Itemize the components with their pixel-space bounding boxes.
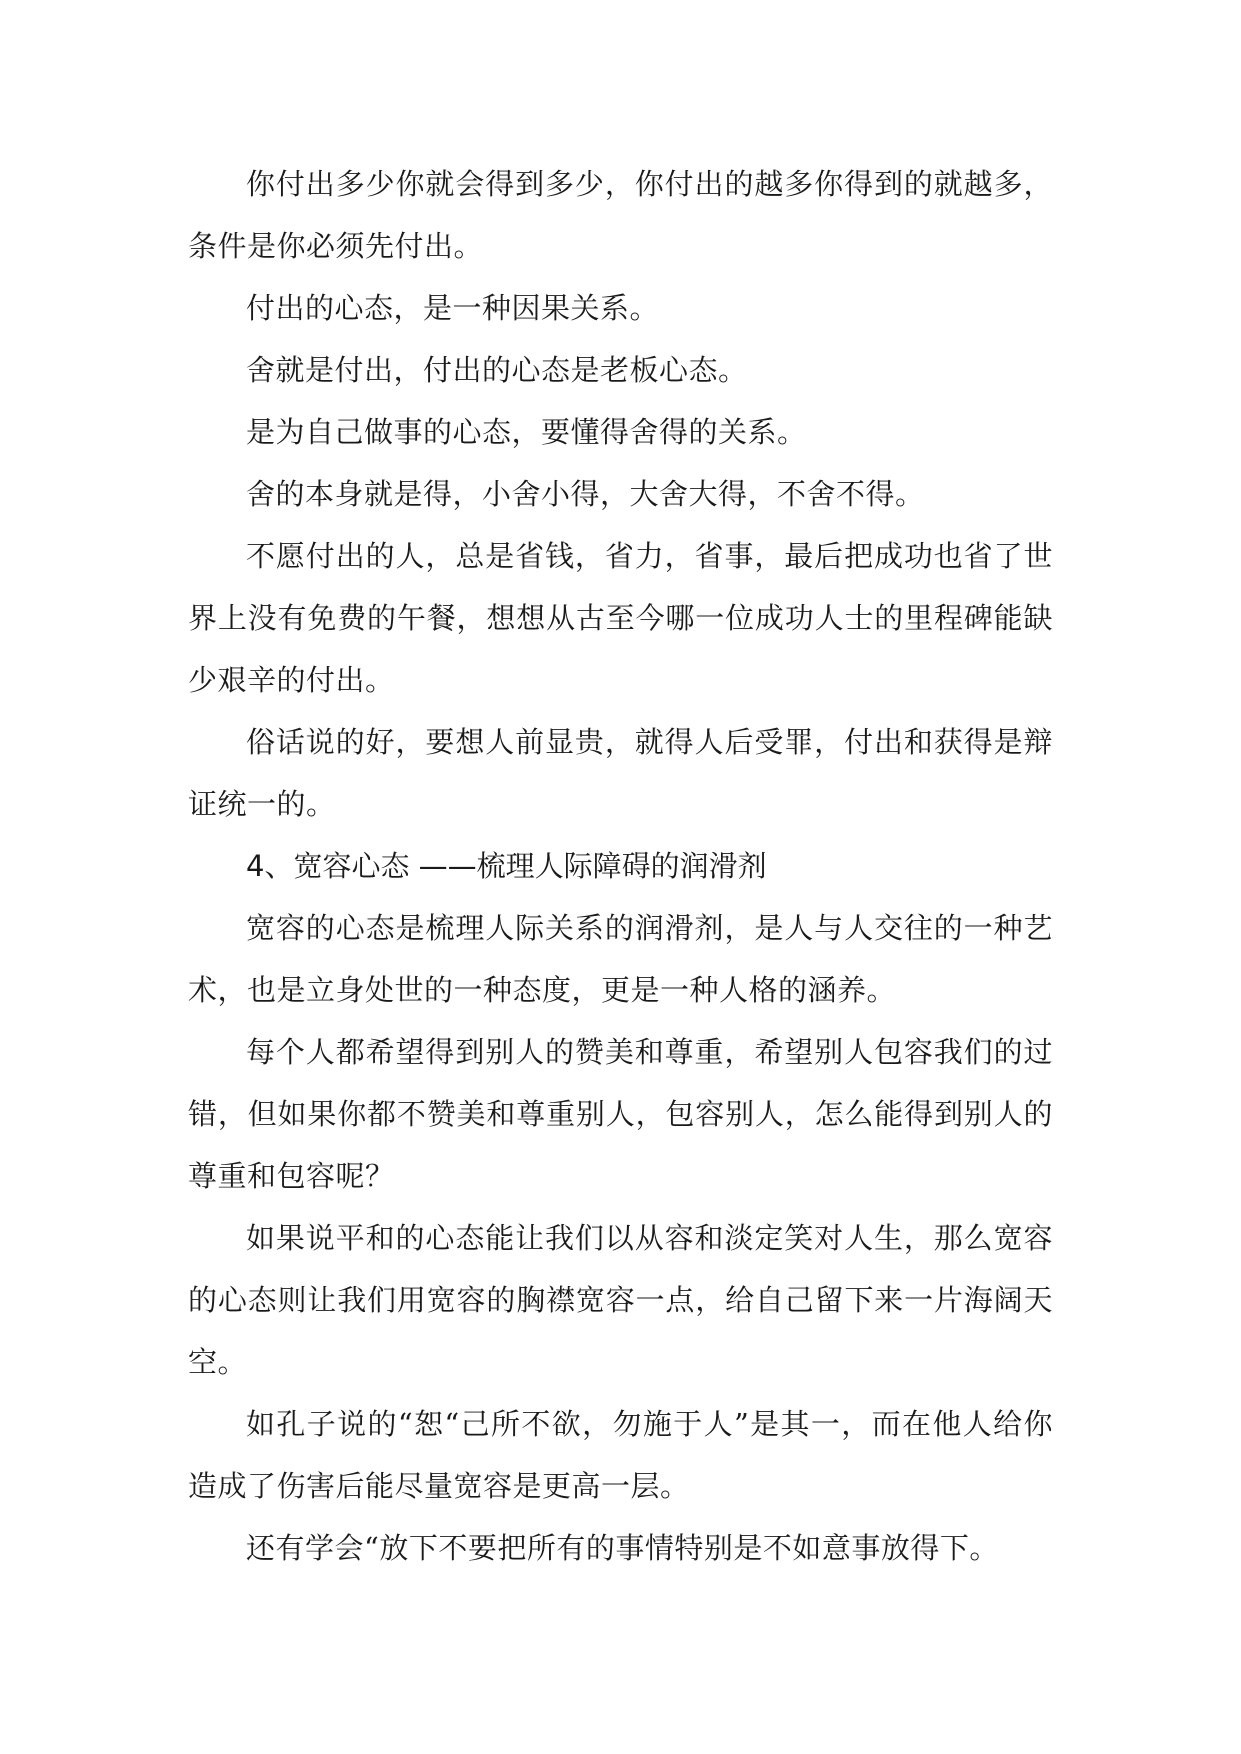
paragraph-giving-return: 你付出多少你就会得到多少，你付出的越多你得到的就越多，条件是你必须先付出。 <box>188 167 1053 263</box>
paragraph-give-and-gain: 舍的本身就是得，小舍小得，大舍大得，不舍不得。 <box>246 477 925 511</box>
paragraph-working-for-self: 是为自己做事的心态，要懂得舍得的关系。 <box>246 415 807 449</box>
document-body <box>188 153 1053 1579</box>
paragraph-unwilling-to-give: 不愿付出的人，总是省钱，省力，省事，最后把成功也省了世界上没有免费的午餐，想想从古至今哪一位成功人士的里程碑能缺少艰辛的付出。 <box>188 539 1053 697</box>
paragraph-confucius: 如孔子说的“恕“己所不欲，勿施于人”是其一，而在他人给你造成了伤害后能尽量宽容是更高一层。 <box>188 1407 1053 1503</box>
paragraph-tolerance-definition: 宽容的心态是梳理人际关系的润滑剂，是人与人交往的一种艺术，也是立身处世的一种态度，更是一种人格的涵养。 <box>188 911 1053 1007</box>
section-heading-tolerance: 4、宽容心态 ——梳理人际障碍的润滑剂 <box>246 849 767 883</box>
paragraph-respect: 每个人都希望得到别人的赞美和尊重，希望别人包容我们的过错，但如果你都不赞美和尊重别人，包容别人，怎么能得到别人的尊重和包容呢？ <box>188 1035 1053 1193</box>
paragraph-calm-and-tolerance: 如果说平和的心态能让我们以从容和淡定笑对人生，那么宽容的心态则让我们用宽容的胸襟宽容一点，给自己留下来一片海阔天空。 <box>188 1221 1053 1379</box>
paragraph-boss-mindset: 舍就是付出，付出的心态是老板心态。 <box>246 353 748 387</box>
paragraph-cause-effect: 付出的心态，是一种因果关系。 <box>246 291 660 325</box>
paragraph-let-go: 还有学会“放下不要把所有的事情特别是不如意事放得下。 <box>246 1531 999 1565</box>
paragraph-proverb: 俗话说的好，要想人前显贵，就得人后受罪，付出和获得是辩证统一的。 <box>188 725 1053 821</box>
